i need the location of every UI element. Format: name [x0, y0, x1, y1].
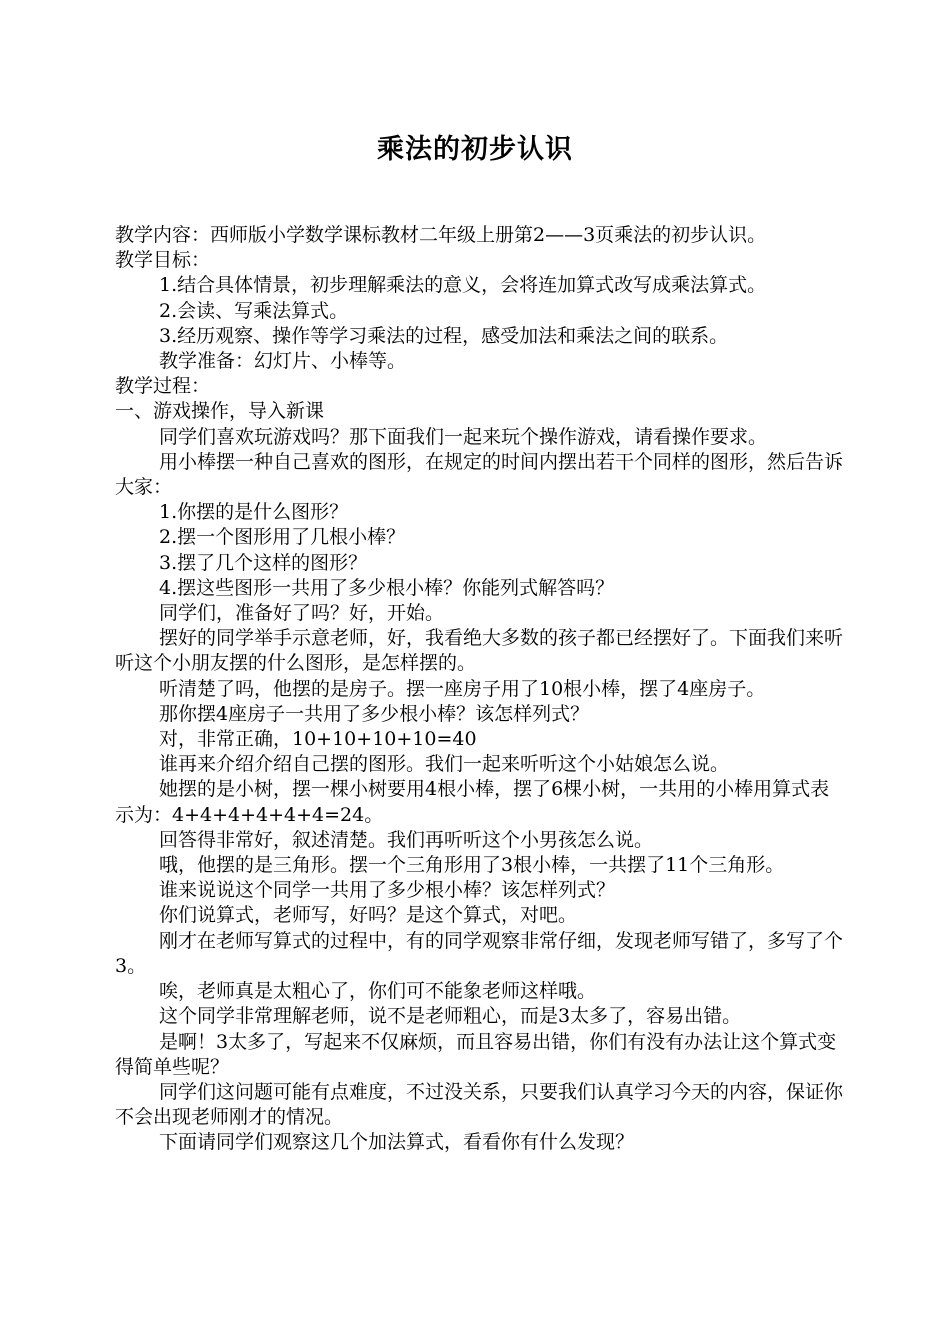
paragraph: 教学内容：西师版小学数学课标教材二年级上册第2——3页乘法的初步认识。 — [115, 224, 767, 246]
paragraph: 对，非常正确，10+10+10+10=40 — [159, 728, 477, 751]
paragraph: 那你摆4座房子一共用了多少根小棒？该怎样列式？ — [159, 702, 590, 725]
paragraph: 回答得非常好，叙述清楚。我们再听听这个小男孩怎么说。 — [159, 828, 654, 851]
paragraph: 刚才在老师写算式的过程中，有的同学观察非常仔细，发现老师写错了，多写了个3。 — [115, 929, 844, 977]
paragraph: 一、游戏操作，导入新课 — [115, 400, 325, 423]
paragraph: 用小棒摆一种自己喜欢的图形，在规定的时间内摆出若干个同样的图形，然后告诉大家： — [115, 450, 844, 499]
paragraph: 同学们，准备好了吗？好，开始。 — [159, 602, 445, 625]
paragraph: 谁再来介绍介绍自己摆的图形。我们一起来听听这个小姑娘怎么说。 — [159, 753, 730, 776]
paragraph: 下面请同学们观察这几个加法算式，看看你有什么发现？ — [159, 1131, 635, 1154]
paragraph: 2.摆一个图形用了几根小棒？ — [159, 526, 406, 549]
paragraph: 1.你摆的是什么图形？ — [159, 501, 349, 524]
paragraph: 同学们这问题可能有点难度，不过没关系，只要我们认真学习今天的内容，保证你不会出现老师刚才的情况。 — [115, 1080, 844, 1129]
paragraph: 3.经历观察、操作等学习乘法的过程，感受加法和乘法之间的联系。 — [159, 324, 729, 347]
paragraph: 谁来说说这个同学一共用了多少根小棒？该怎样列式？ — [159, 879, 616, 902]
paragraph: 摆好的同学举手示意老师，好，我看绝大多数的孩子都已经摆好了。下面我们来听听这个小朋友摆的什么图形，是怎样摆的。 — [115, 627, 844, 675]
paragraph: 1.结合具体情景，初步理解乘法的意义，会将连加算式改写成乘法算式。 — [159, 274, 767, 297]
paragraph: 教学准备：幻灯片、小棒等。 — [159, 350, 407, 373]
paragraph: 你们说算式，老师写，好吗？是这个算式，对吧。 — [159, 904, 578, 927]
paragraph: 4.摆这些图形一共用了多少根小棒？你能列式解答吗？ — [159, 576, 615, 599]
paragraph: 教学过程： — [115, 375, 211, 398]
document-title: 乘法的初步认识 — [377, 134, 573, 165]
paragraph: 是啊！3太多了，写起来不仅麻烦，而且容易出错，你们有没有办法让这个算式变得简单些呢？ — [115, 1030, 837, 1078]
paragraph: 她摆的是小树，摆一棵小树要用4根小棒，摆了6棵小树，一共用的小棒用算式表示为：4+4+4+4+4+4=24。 — [115, 778, 830, 826]
document-body — [115, 223, 843, 1156]
paragraph: 这个同学非常理解老师，说不是老师粗心，而是3太多了，容易出错。 — [159, 1005, 742, 1028]
paragraph: 教学目标： — [115, 249, 211, 272]
paragraph: 听清楚了吗，他摆的是房子。摆一座房子用了10根小棒，摆了4座房子。 — [159, 677, 766, 700]
paragraph: 同学们喜欢玩游戏吗？那下面我们一起来玩个操作游戏，请看操作要求。 — [159, 425, 768, 448]
paragraph: 唉，老师真是太粗心了，你们可不能象老师这样哦。 — [159, 980, 597, 1003]
paragraph: 哦，他摆的是三角形。摆一个三角形用了3根小棒，一共摆了11个三角形。 — [159, 854, 785, 877]
paragraph: 2.会读、写乘法算式。 — [159, 299, 349, 322]
paragraph: 3.摆了几个这样的图形？ — [159, 551, 368, 574]
